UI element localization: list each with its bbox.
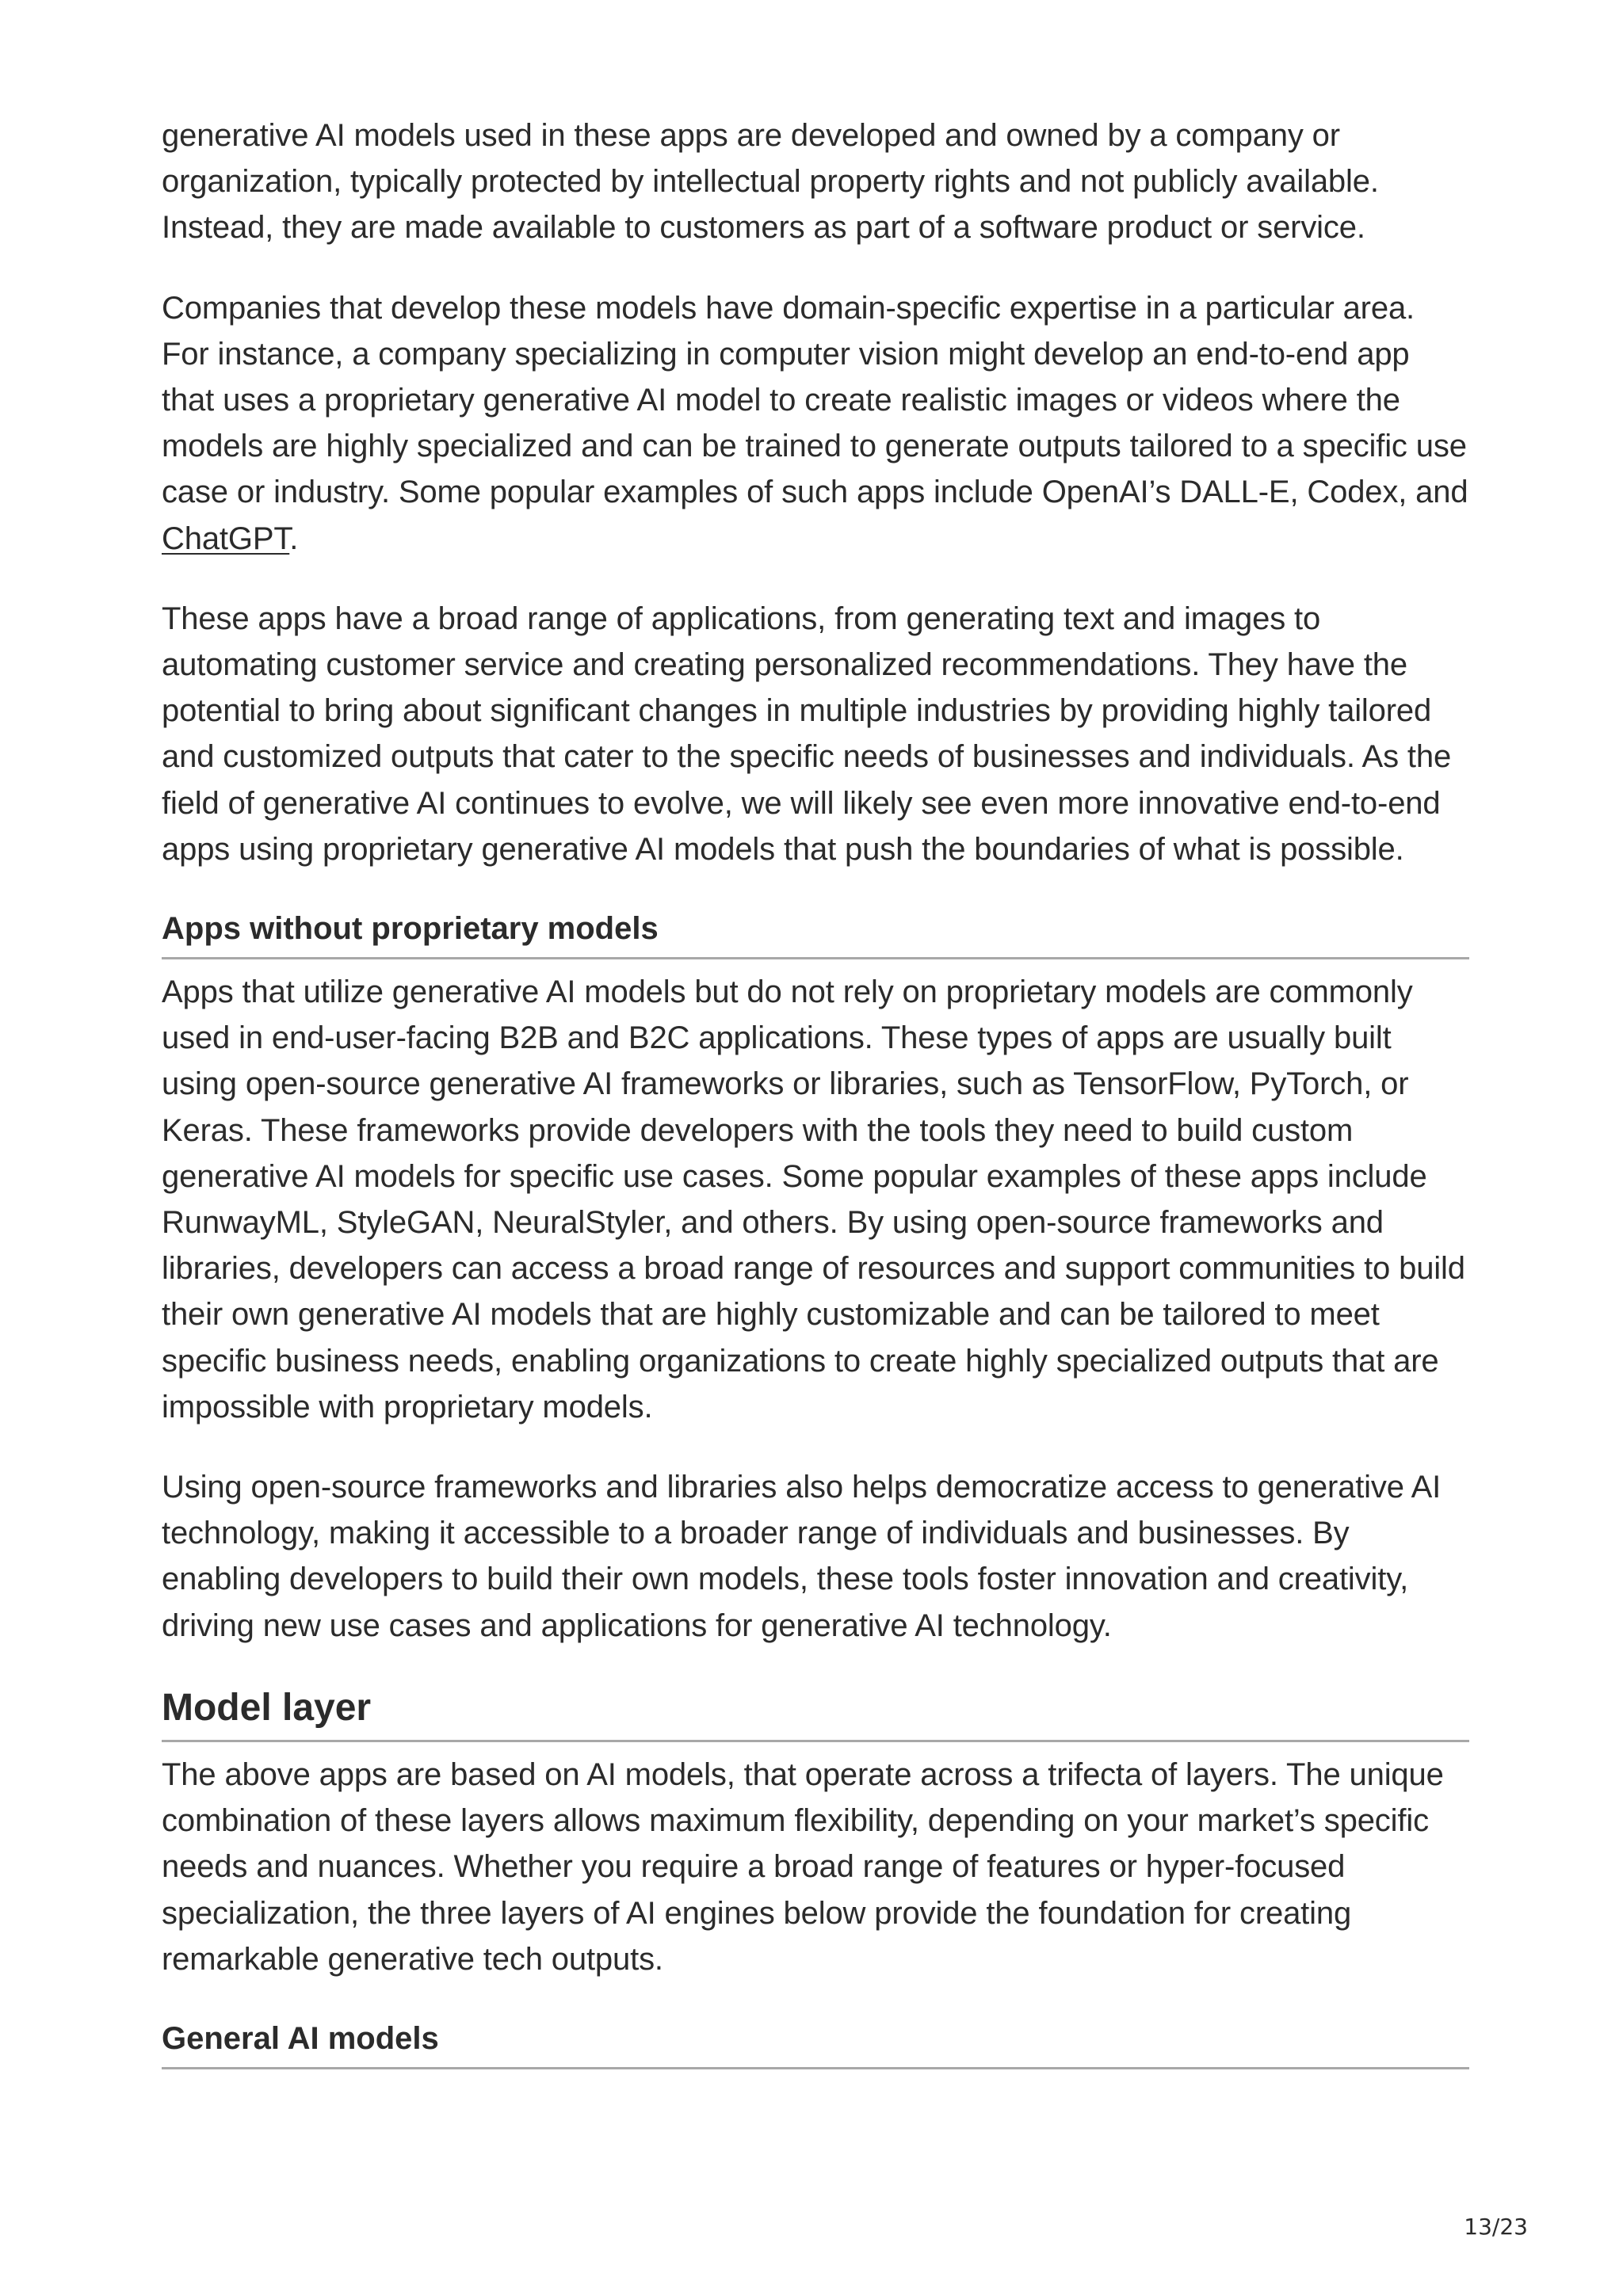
page-number: 13/23 bbox=[1464, 2214, 1528, 2240]
paragraph-broad-applications: These apps have a broad range of applications, from generating text and images to automating customer service and creating personalized recommendations. They have the potential to bring about significant changes in multiple industries by providing highly tailored and customized outputs that cater to the specific needs of businesses and individuals. As the field of generative AI continues to evolve, we will likely see even more innovative end-to-end apps using proprietary generative AI models that push the boundaries of what is possible. bbox=[162, 601, 1452, 867]
heading-apps-without-proprietary-models: Apps without proprietary models bbox=[162, 906, 1469, 959]
chatgpt-link[interactable]: ChatGPT bbox=[162, 521, 290, 556]
paragraph-democratize-access: Using open-source frameworks and libraries also helps democratize access to generative AI technology, making it accessible to a broader range of individuals and businesses. By enabling developers to build their own models, these tools foster innovation and creativity, driving new use cases and applications for generative AI technology. bbox=[162, 1470, 1442, 1643]
document-page bbox=[162, 113, 1469, 2079]
paragraph-open-source-apps: Apps that utilize generative AI models but do not rely on proprietary models are commonly used in end-user-facing B2B and B2C applications. These types of apps are usually built using open-source generative AI frameworks or libraries, such as TensorFlow, PyTorch, or Keras. These frameworks provide developers with the tools they need to build custom generative AI models for specific use cases. Some popular examples of these apps include RunwayML, StyleGAN, NeuralStyler, and others. By using open-source frameworks and libraries, developers can access a broad range of resources and support communities to build their own generative AI models that are highly customizable and can be tailored to meet specific business needs, enabling organizations to create highly specialized outputs that are impossible with proprietary models. bbox=[162, 974, 1465, 1425]
paragraph-companies-develop bbox=[162, 285, 1469, 562]
paragraph-trifecta-layers: The above apps are based on AI models, that operate across a trifecta of layers. The unique combination of these layers allows maximum flexibility, depending on your market’s specific needs and nuances. Whether you require a broad range of features or hyper-focused specialization, the three layers of AI engines below provide the foundation for creating remarkable generative tech outputs. bbox=[162, 1756, 1444, 1977]
paragraph-proprietary-intro: generative AI models used in these apps are developed and owned by a company or organization, typically protected by intellectual property rights and not publicly available. Instead, they are made available to customers as part of a software product or service. bbox=[162, 118, 1379, 246]
paragraph-companies-end: . bbox=[289, 521, 299, 556]
paragraph-companies-text: Companies that develop these models have domain-specific expertise in a particular area. For instance, a company specializing in computer vision might develop an end-to-end app that uses a proprietary generative AI model to create realistic images or videos where the models are highly specialized and can be trained to generate outputs tailored to a specific use case or industry. Some popular examples of such apps include OpenAI’s DALL-E, Codex, and bbox=[162, 290, 1468, 510]
heading-model-layer: Model layer bbox=[162, 1683, 1469, 1742]
heading-general-ai-models: General AI models bbox=[162, 2016, 1469, 2069]
